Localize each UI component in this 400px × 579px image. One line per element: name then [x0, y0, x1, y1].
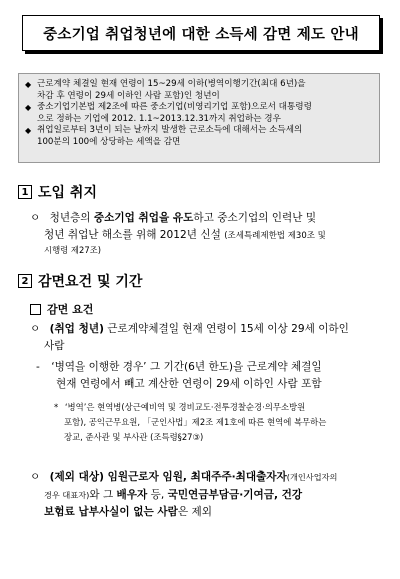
asterisk-marker: *	[54, 402, 59, 412]
summary-text: 으로 정하는 기업에 2012. 1.1~2013.12.31까지 취업하는 경우	[37, 113, 281, 124]
bullet-circle-icon: ㅇ	[30, 471, 41, 483]
square-icon	[30, 304, 41, 315]
section-title-2: 감면요건 및 기간	[38, 274, 143, 290]
note-line: 장교, 준사관 및 부사관 (조특령§27③)	[64, 432, 204, 442]
section-heading-2	[18, 271, 142, 291]
dash-marker: -	[36, 361, 40, 373]
paragraph-line: ㅇ 청년층의 중소기업 취업을 유도하고 중소기업의 인력난 및	[30, 212, 317, 224]
title-box	[22, 15, 380, 51]
paragraph-line: 사람	[44, 340, 65, 352]
section-number-2: 2	[18, 274, 32, 288]
summary-text: 차감 후 연령이 29세 이하인 사람 포함)인 청년이	[37, 90, 220, 101]
paragraph-line: 청년 취업난 해소를 위해 2012년 신설 (조세특례제한법 제30조 및	[44, 229, 326, 241]
summary-box	[18, 73, 380, 163]
summary-text: 근로계약 체결일 현재 연령이 15~29세 이하(병역이행기간(최대 6년)을	[37, 79, 306, 89]
bullet-circle-icon: ㅇ	[30, 212, 41, 224]
page-title: 중소기업 취업청년에 대한 소득세 감면 제도 안내	[43, 26, 359, 43]
subsection-title: 감면 요건	[47, 303, 94, 316]
summary-item	[25, 125, 373, 137]
summary-item	[25, 102, 373, 114]
paragraph-line: ㅇ (제외 대상) 임원근로자 임원, 최대주주·최대출자자(개인사업자의	[30, 471, 338, 483]
paragraph-line: 현재 연령에서 빼고 계산한 연령이 29세 이하인 사람 포함	[56, 378, 322, 390]
diamond-icon: ◆	[25, 126, 32, 136]
summary-text: 중소기업기본법 제2조에 따른 중소기업(비영리기업 포함)으로서 대통령령	[37, 102, 312, 113]
paragraph-line: 시행령 제27조)	[44, 245, 102, 255]
note-line: * ‘병역’은 현역병(상근예비역 및 경비교도·전투경찰순경·의무소방원	[54, 402, 306, 412]
paragraph-line: - ‘병역을 이행한 경우’ 그 기간(6년 한도)을 근로계약 체결일	[36, 361, 322, 373]
summary-item	[25, 79, 373, 91]
subsection-heading	[30, 301, 93, 317]
section-title-1: 도입 취지	[38, 185, 97, 201]
diamond-icon: ◆	[25, 103, 32, 113]
paragraph-line: 경우 대표자)와 그 배우자 등, 국민연금부담금·기여금, 건강	[44, 489, 303, 501]
note-line: 포함), 공익근무요원, 「군인사법」제2조 제1호에 따른 현역에 복무하는	[64, 417, 327, 427]
paragraph-line: 보험료 납부사실이 없는 사람은 제외	[44, 506, 212, 518]
paragraph-line: ㅇ (취업 청년) 근로계약체결일 현재 연령이 15세 이상 29세 이하인	[30, 323, 349, 335]
section-heading-1	[18, 182, 97, 202]
summary-text: 취업일로부터 3년이 되는 날까지 발생한 근로소득에 대해서는 소득세의	[37, 125, 303, 136]
diamond-icon: ◆	[25, 80, 32, 89]
section-number-1: 1	[18, 185, 32, 199]
summary-text: 100분의 100에 상당하는 세액을 감면	[37, 136, 181, 147]
bullet-circle-icon: ㅇ	[30, 323, 41, 335]
